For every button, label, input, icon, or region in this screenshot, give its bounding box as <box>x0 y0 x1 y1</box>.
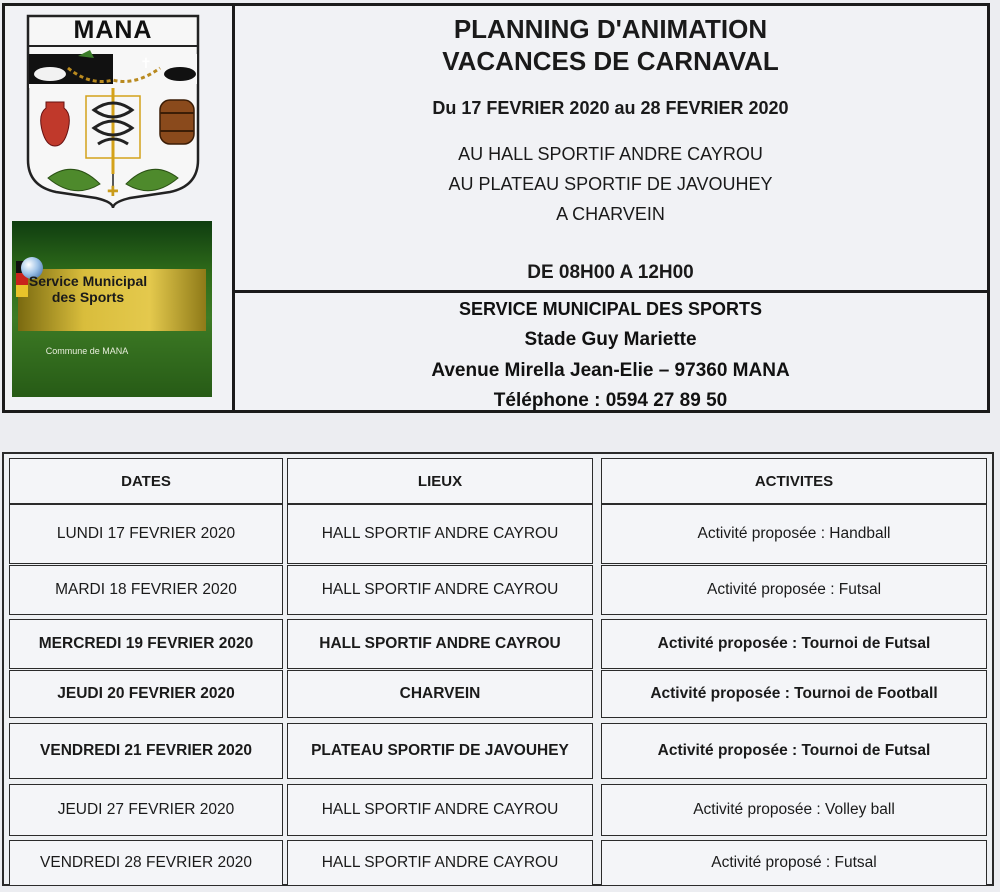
table-cell-activite: Activité proposé : Futsal <box>601 840 987 886</box>
stadium-name: Stade Guy Mariette <box>524 329 697 350</box>
service-sports-logo <box>12 221 212 397</box>
location-line: AU PLATEAU SPORTIF DE JAVOUHEY <box>448 174 773 194</box>
table-cell-lieu: CHARVEIN <box>287 670 593 718</box>
location-line: A CHARVEIN <box>556 204 665 224</box>
table-cell-activite: Activité proposée : Futsal <box>601 565 987 615</box>
table-cell-lieu: HALL SPORTIF ANDRE CAYROU <box>287 784 593 836</box>
title-line-2: VACANCES DE CARNAVAL <box>442 46 779 76</box>
logo-subtitle: Commune de MANA <box>45 346 129 356</box>
location-line: AU HALL SPORTIF ANDRE CAYROU <box>458 144 763 164</box>
logo-title: Service Municipal des Sports <box>28 273 148 305</box>
table-cell-date: VENDREDI 21 FEVRIER 2020 <box>9 723 283 779</box>
table-cell-lieu: HALL SPORTIF ANDRE CAYROU <box>287 619 593 669</box>
table-cell-date: JEUDI 27 FEVRIER 2020 <box>9 784 283 836</box>
table-cell-activite: Activité proposée : Tournoi de Football <box>601 670 987 718</box>
table-cell-activite: Activité proposée : Volley ball <box>601 784 987 836</box>
table-cell-lieu: PLATEAU SPORTIF DE JAVOUHEY <box>287 723 593 779</box>
svg-text:✝: ✝ <box>140 56 152 72</box>
table-cell-date: VENDREDI 28 FEVRIER 2020 <box>9 840 283 886</box>
table-cell-lieu: HALL SPORTIF ANDRE CAYROU <box>287 504 593 564</box>
table-header-lieu: LIEUX <box>287 458 593 504</box>
service-name: SERVICE MUNICIPAL DES SPORTS <box>458 299 763 319</box>
service-phone: Téléphone : 0594 27 89 50 <box>493 390 728 411</box>
table-header-activite: ACTIVITES <box>601 458 987 504</box>
title-line-1: PLANNING D'ANIMATION <box>453 14 768 44</box>
horizontal-divider <box>235 290 987 293</box>
table-cell-activite: Activité proposée : Handball <box>601 504 987 564</box>
table-cell-activite: Activité proposée : Tournoi de Futsal <box>601 723 987 779</box>
opening-hours: DE 08H00 A 12H00 <box>527 262 694 283</box>
table-cell-date: LUNDI 17 FEVRIER 2020 <box>9 504 283 564</box>
table-cell-lieu: HALL SPORTIF ANDRE CAYROU <box>287 565 593 615</box>
table-cell-date: MARDI 18 FEVRIER 2020 <box>9 565 283 615</box>
svg-text:✚: ✚ <box>107 184 119 200</box>
table-cell-lieu: HALL SPORTIF ANDRE CAYROU <box>287 840 593 886</box>
service-address: Avenue Mirella Jean-Elie – 97360 MANA <box>431 360 790 381</box>
schedule-table <box>2 452 994 886</box>
period-dates: Du 17 FEVRIER 2020 au 28 FEVRIER 2020 <box>432 98 789 118</box>
table-cell-activite: Activité proposée : Tournoi de Futsal <box>601 619 987 669</box>
crest-commune-name: MANA <box>73 16 153 44</box>
table-header-date: DATES <box>9 458 283 504</box>
mana-coat-of-arms <box>20 10 206 210</box>
table-cell-date: MERCREDI 19 FEVRIER 2020 <box>9 619 283 669</box>
table-cell-date: JEUDI 20 FEVRIER 2020 <box>9 670 283 718</box>
